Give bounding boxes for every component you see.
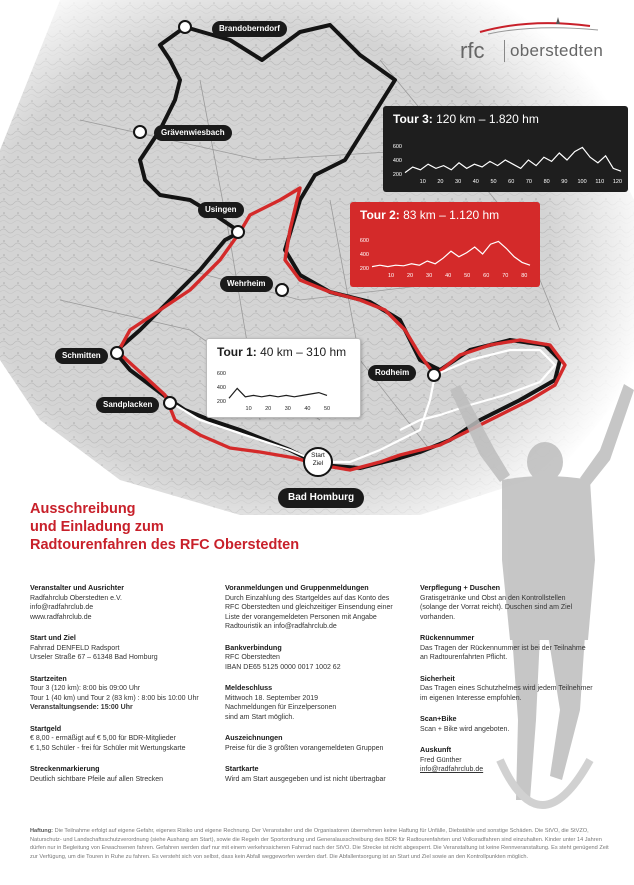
section-voranmeldungen	[225, 583, 410, 632]
tour3-svg-x-tick: 20	[437, 179, 444, 185]
tour1-svg-profile-line	[229, 388, 327, 398]
section-title: Startkarte	[225, 764, 259, 773]
section-startgeld	[30, 724, 210, 754]
section-auskunft	[420, 745, 600, 775]
label-brandoberndorf: Brandoberndorf	[212, 21, 287, 37]
section-title: Auszeichnungen	[225, 733, 283, 742]
tour2-svg-x-tick: 80	[521, 273, 528, 279]
label-rodheim: Rodheim	[368, 365, 416, 381]
section-line: Das Tragen der Rückennummer ist bei der Teilnahme	[420, 644, 586, 652]
tour2-elevation-chart	[350, 202, 540, 287]
section-startkarte	[225, 764, 410, 784]
label-sandplacken: Sandplacken	[96, 397, 159, 413]
section-title: Streckenmarkierung	[30, 764, 100, 773]
section-title: Bankverbindung	[225, 642, 282, 652]
tour3-svg-profile-line	[405, 147, 621, 172]
section-title: Meldeschluss	[225, 683, 273, 692]
disclaimer-text: Die Teilnahme erfolgt auf eigene Gefahr, eigenes Risiko und eigene Rechnung. Der Veranstalter und die Organisatoren übernehmen keine Haftung für Unfälle, Diebstähle und sonstige Schäden. Die StVO, die StVZO, Naturschutz- und Landschaftsschutzverordnung (siehe Aushang am Start), sowie die Regeln der Sportordnung und Generalausschreibung des BDR für Radtourenfahrten und Volksradfahren sind einzuhalten. Kinder unter 14 Jahren dürfen nur in Begleitung von Erwachsenen fahren. Gefahren werden darf nur mit einem verkehrssicheren Fahrrad nach der StVO. Die Strecke ist nicht abgesperrt. Die Veranstaltung ist keine Rennveranstaltung. Es steht genügend Zeit zur Verfügung, um die Touren in Ruhe zu fahren. Es versteht sich von selbst, dass kein Abfall weggeworfen werden darf. Die Abfallentsorgung ist an Start und Ziel sowie an den Kontrollpunkten möglich.	[30, 828, 609, 860]
section-title: Startgeld	[30, 723, 62, 733]
section-title: Auskunft	[420, 745, 452, 754]
tour2-svg-x-tick: 20	[407, 273, 414, 279]
tour1-detail: 40 km – 310 hm	[260, 345, 347, 359]
tour2-svg-x-tick: 40	[445, 273, 452, 279]
section-line: Nachmeldungen für Einzelpersonen	[225, 704, 337, 711]
bank-iban: IBAN DE65 5125 0000 0017 1002 62	[225, 663, 341, 671]
tour3-svg-x-tick: 100	[577, 179, 587, 185]
tour2-svg-x-tick: 50	[464, 273, 471, 279]
tour2-profile-box	[350, 202, 540, 287]
tour1-label: Tour 1:	[217, 345, 257, 359]
headline-line-3: Radtourenfahren des RFC Oberstedten	[30, 537, 300, 553]
section-rueckennummer	[420, 633, 600, 663]
tour1-svg-x-tick: 50	[323, 406, 331, 412]
label-graevenwiesbach: Grävenwiesbach	[154, 125, 232, 141]
organizer-website: www.radfahrclub.de	[30, 613, 92, 621]
section-meldeschluss	[225, 683, 410, 722]
rfc-logo	[460, 14, 620, 64]
label-wehrheim: Wehrheim	[220, 276, 273, 292]
section-line: Scan + Bike wird angeboten.	[420, 725, 510, 733]
section-verpflegung	[420, 583, 600, 622]
section-line: € 1,50 Schüler - frei für Schüler mit Wertungskarte	[30, 744, 186, 752]
contact-name: Fred Günther	[420, 756, 462, 764]
section-line: im eigenen Interesse empfohlen.	[420, 694, 522, 702]
section-streckenmarkierung	[30, 764, 210, 784]
tour2-svg-y-tick: 400	[359, 252, 369, 258]
section-line: Preise für die 3 größten vorangemeldeten Gruppen	[225, 744, 384, 752]
section-line: Tour 3 (120 km): 8:00 bis 09:00 Uhr	[30, 685, 141, 692]
contact-email-link[interactable]: info@radfahrclub.de	[420, 766, 484, 773]
event-end-time: Veranstaltungsende: 15:00 Uhr	[30, 704, 133, 711]
logo-rfc-text: rfc	[460, 38, 485, 63]
tour3-elevation-chart	[383, 106, 628, 192]
section-line: Deutlich sichtbare Pfeile auf allen Strecken	[30, 775, 164, 783]
liability-disclaimer	[30, 827, 610, 861]
info-column-1	[30, 583, 210, 795]
headline-line-1: Ausschreibung	[30, 501, 136, 517]
waypoint-graevenwiesbach	[134, 126, 146, 138]
section-line: Wird am Start ausgegeben und ist nicht übertragbar	[225, 775, 386, 783]
start-finish-text	[307, 452, 329, 468]
tour1-svg-y-tick: 600	[216, 371, 226, 377]
section-sicherheit	[420, 674, 600, 704]
tour3-label: Tour 3:	[393, 112, 433, 126]
tour2-svg-x-tick: 70	[502, 273, 509, 279]
section-line: RFC Oberstedten und gleichzeitiger Einsendung einer	[225, 604, 393, 611]
section-line: Gratisgetränke und Obst an den Kontrollstellen	[420, 594, 566, 602]
tour2-svg-y-tick: 200	[359, 266, 369, 272]
waypoint-brandoberndorf	[179, 21, 191, 33]
section-line: Fahrrad DENFELD Radsport	[30, 644, 120, 652]
section-line: sind am Start möglich.	[225, 713, 295, 721]
section-bankverbindung	[225, 643, 410, 673]
section-scan-bike	[420, 714, 600, 734]
waypoint-schmitten	[111, 347, 123, 359]
tour1-elevation-chart	[207, 339, 362, 419]
section-title: Rückennummer	[420, 633, 475, 642]
section-title: Verpflegung + Duschen	[420, 583, 501, 592]
tour3-svg-x-tick: 30	[455, 179, 462, 185]
section-start-ziel	[30, 633, 210, 663]
disclaimer-label: Haftung:	[30, 828, 53, 834]
label-bad-homburg: Bad Homburg	[278, 488, 364, 508]
waypoint-rodheim	[428, 369, 440, 381]
section-title: Voranmeldungen und Gruppenmeldungen	[225, 583, 369, 592]
start-text: Start	[311, 452, 325, 459]
tour2-detail: 83 km – 1.120 hm	[403, 208, 500, 222]
section-title: Startzeiten	[30, 673, 67, 683]
tour3-svg-y-tick: 400	[392, 158, 402, 164]
section-line: Radfahrclub Oberstedten e.V.	[30, 594, 122, 602]
section-line: € 8,00 - ermäßigt auf € 5,00 für BDR-Mitglieder	[30, 735, 176, 742]
tour2-svg-profile-line	[372, 241, 530, 266]
tour2-svg-x-tick: 30	[426, 273, 433, 279]
tour1-svg-x-tick: 10	[245, 406, 252, 412]
waypoint-sandplacken	[164, 397, 176, 409]
tour1-svg-y-tick: 400	[216, 385, 226, 391]
section-line: Liste der vorangemeldeten Personen mit Angabe	[225, 613, 377, 621]
section-line: Durch Einzahlung des Startgeldes auf das Konto des	[225, 594, 390, 602]
section-auszeichnungen	[225, 733, 410, 753]
tour3-svg-x-tick: 10	[419, 179, 426, 185]
logo-divider	[504, 40, 505, 62]
headline-line-2: und Einladung zum	[30, 519, 164, 535]
info-column-3	[420, 583, 600, 786]
logo-swoosh	[460, 14, 620, 38]
tour3-profile-box	[383, 106, 628, 192]
tour1-profile-box	[206, 338, 361, 418]
finish-text: Ziel	[312, 460, 324, 467]
label-usingen: Usingen	[198, 202, 244, 218]
tour3-svg-x-tick: 40	[472, 179, 479, 185]
section-line: vorhanden.	[420, 613, 456, 621]
tour1-svg-y-tick: 200	[216, 399, 226, 405]
tour1-svg-x-tick: 30	[284, 406, 291, 412]
tour3-svg-x-tick: 80	[543, 179, 550, 185]
tour3-svg-x-tick: 90	[561, 179, 568, 185]
section-line: Mittwoch 18. September 2019	[225, 694, 318, 702]
tour1-svg-x-tick: 20	[265, 406, 272, 412]
section-line: Radtouristik an info@radfahrclub.de	[225, 623, 337, 630]
waypoint-usingen	[232, 226, 244, 238]
info-column-2	[225, 583, 410, 795]
section-line: (solange der Vorrat reicht). Duschen sind am Ziel	[420, 604, 573, 611]
tour3-svg-x-tick: 110	[595, 179, 605, 185]
section-title: Veranstalter und Ausrichter	[30, 583, 124, 592]
section-startzeiten	[30, 674, 210, 713]
tour3-svg-x-tick: 50	[490, 179, 497, 185]
section-title: Scan+Bike	[420, 714, 457, 723]
tour3-svg-y-tick: 200	[392, 172, 402, 178]
section-line: Das Tragen eines Schutzhelmes wird jedem Teilnehmer	[420, 685, 593, 692]
section-title: Sicherheit	[420, 673, 455, 683]
tour3-svg-y-tick: 600	[392, 144, 402, 150]
tour2-svg-x-tick: 60	[483, 273, 490, 279]
section-line: Tour 1 (40 km) und Tour 2 (83 km) : 8:00 bis 10:00 Uhr	[30, 694, 199, 702]
section-line: an Radtourenfahrten Pflicht.	[420, 654, 508, 661]
section-veranstalter	[30, 583, 210, 622]
tour3-svg-x-tick: 60	[508, 179, 515, 185]
tour3-svg-x-tick: 120	[612, 179, 623, 185]
tour2-svg-y-tick: 600	[359, 238, 369, 244]
label-schmitten: Schmitten	[55, 348, 108, 364]
tour3-svg-x-tick: 70	[525, 179, 532, 185]
organizer-email: info@radfahrclub.de	[30, 604, 94, 611]
logo-club-name: oberstedten	[510, 41, 604, 60]
section-line: Urseler Straße 67 – 61348 Bad Homburg	[30, 654, 158, 661]
section-title: Start und Ziel	[30, 633, 76, 642]
tour2-label: Tour 2:	[360, 208, 400, 222]
section-line: RFC Oberstedten	[225, 654, 280, 661]
tour1-svg-x-tick: 40	[304, 406, 311, 412]
tour2-svg-x-tick: 10	[387, 273, 395, 279]
tour3-detail: 120 km – 1.820 hm	[436, 112, 539, 126]
headline	[30, 500, 299, 554]
waypoint-wehrheim	[276, 284, 288, 296]
